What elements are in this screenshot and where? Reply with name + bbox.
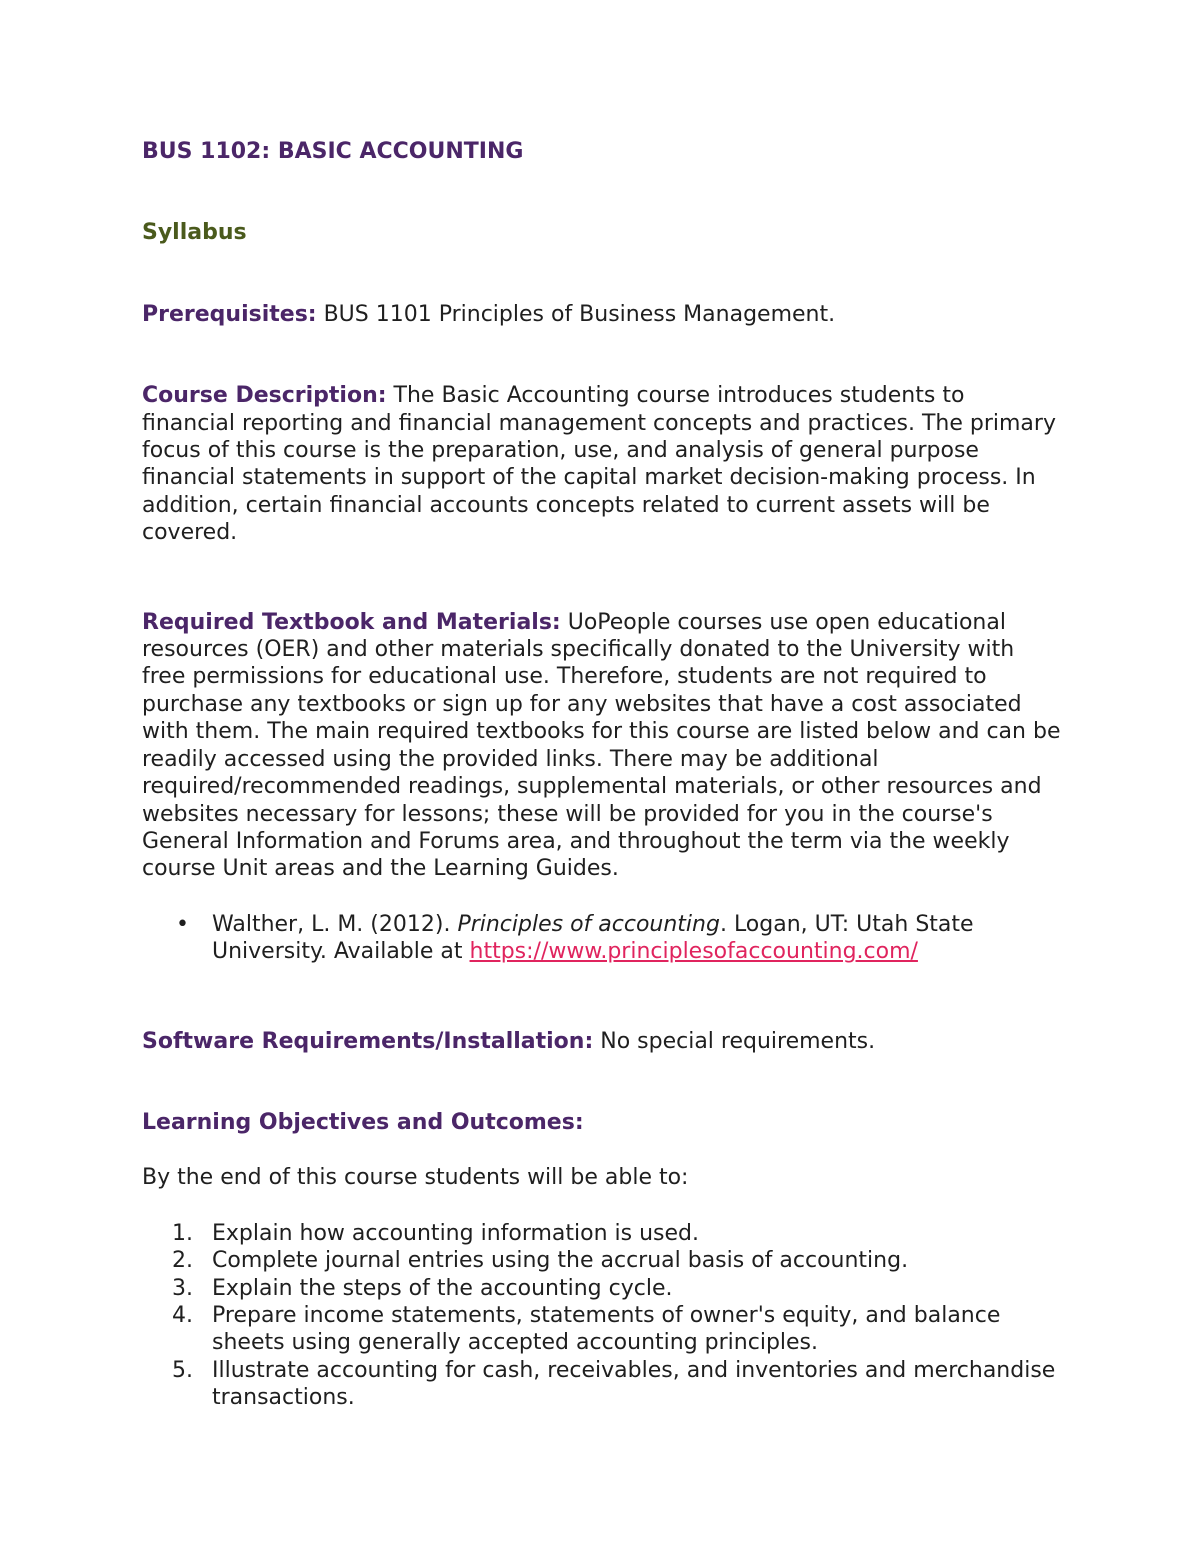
course-title: BUS 1102: BASIC ACCOUNTING [142,139,524,164]
objective-text: Explain the steps of the accounting cycle. [212,1275,673,1301]
syllabus-document [142,138,1062,1412]
textbook-list [142,911,1062,966]
list-item [142,1357,1062,1412]
list-item [142,1275,1062,1302]
citation-book-title: Principles of accounting [457,911,720,937]
required-textbook-text: UoPeople courses use open educational resources (OER) and other materials specifically donated to the University with free permissions for educational use. Therefore, students are not required to purchase any textbooks or sign up for any websites that have a cost associated with them. The main required textbooks for this course are listed below and can be readily accessed using the provided links. There may be additional required/recommended readings, supplemental materials, or other resources and websites necessary for lessons; these will be provided for you in the course's General Information and Forums area, and throughout the term via the weekly course Unit areas and the Learning Guides. [142,609,1061,882]
objective-number: 5. [172,1357,193,1383]
prerequisites-text: BUS 1101 Principles of Business Management. [316,301,836,327]
objective-number: 2. [172,1248,193,1274]
software-paragraph [142,1028,1062,1055]
course-description-paragraph [142,382,1062,546]
syllabus-heading: Syllabus [142,220,247,246]
objective-text: Prepare income statements, statements of owner's equity, and balance sheets using generally accepted accounting principles. [212,1302,1001,1356]
required-textbook-paragraph [142,609,1062,883]
software-text: No special requirements. [593,1028,876,1054]
required-textbook-label: Required Textbook and Materials: [142,609,561,635]
objectives-intro: By the end of this course students will be able to: [142,1165,689,1191]
objective-number: 3. [172,1275,193,1301]
citation-rest: . Logan, UT: Utah State University. Available at [212,911,974,965]
list-item [142,1302,1062,1357]
bullet-icon: • [176,911,189,937]
list-item [142,1247,1062,1274]
objective-number: 1. [172,1220,193,1246]
textbook-link[interactable]: https://www.principlesofaccounting.com/ [469,939,918,965]
objectives-heading: Learning Objectives and Outcomes: [142,1109,584,1135]
list-item [142,1220,1062,1247]
software-label: Software Requirements/Installation: [142,1028,594,1054]
objective-number: 4. [172,1302,193,1328]
prerequisites-paragraph [142,301,1062,328]
citation-authors: Walther, L. M. (2012). [212,911,458,937]
course-description-text: The Basic Accounting course introduces students to financial reporting and financial management concepts and practices. The primary focus of this course is the preparation, use, and analysis of general purpose financial statements in support of the capital market decision-making process. In addition, certain financial accounts concepts related to current assets will be covered. [142,383,1056,546]
prerequisites-label: Prerequisites: [142,301,317,327]
list-item [142,911,1062,966]
objectives-list [142,1220,1062,1412]
objective-text: Explain how accounting information is used. [212,1220,700,1246]
course-description-label: Course Description: [142,383,387,409]
objective-text: Complete journal entries using the accrual basis of accounting. [212,1248,909,1274]
objective-text: Illustrate accounting for cash, receivables, and inventories and merchandise transactions. [212,1357,1056,1411]
